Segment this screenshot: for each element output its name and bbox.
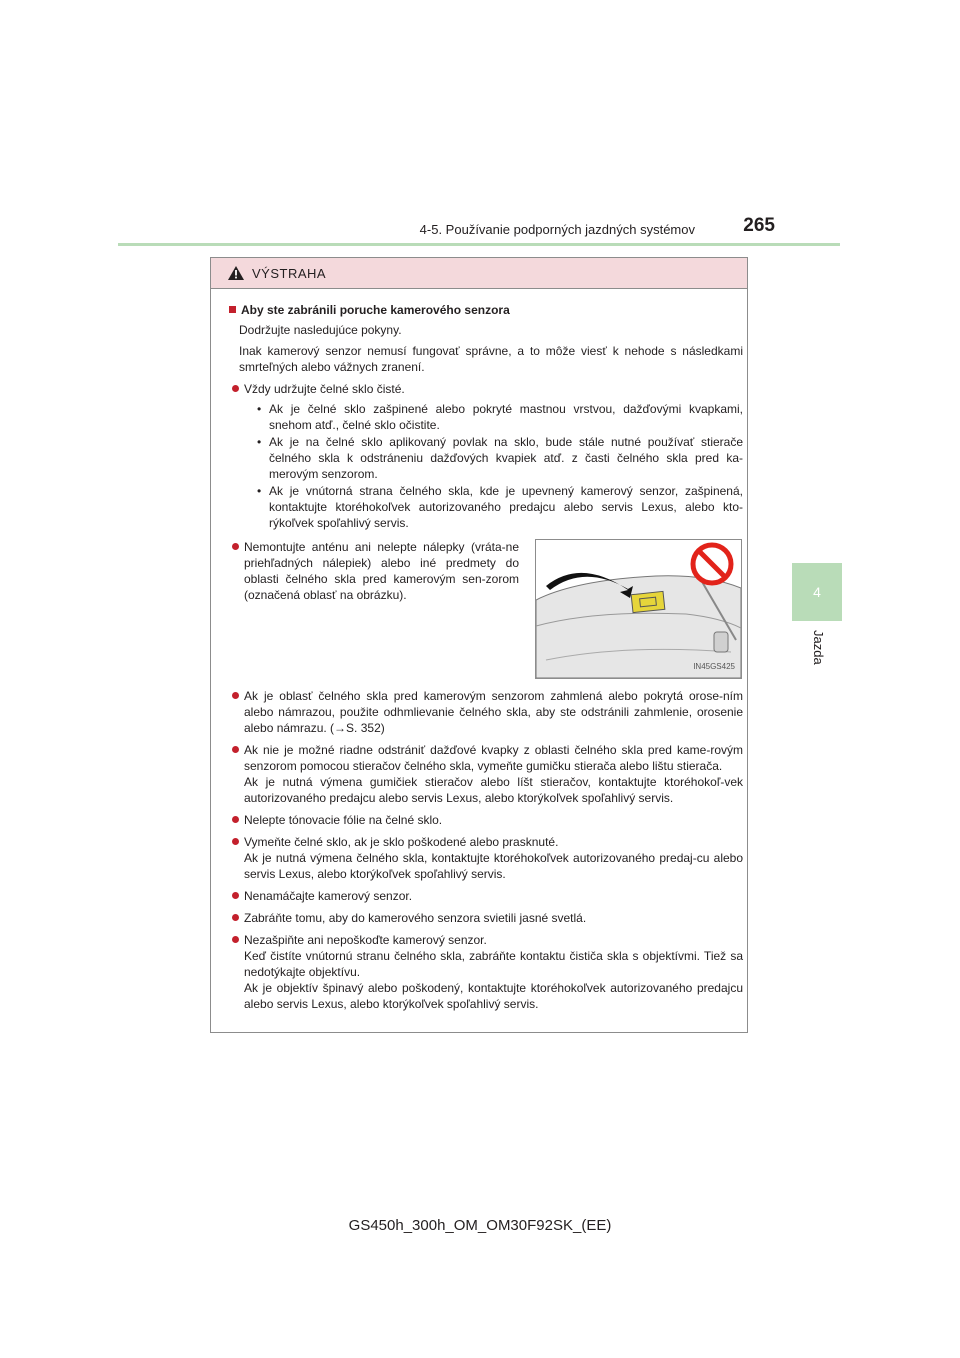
intro-paragraph: Inak kamerový senzor nemusí fungovať správne, a to môže viesť k nehode s následkami smrteľných alebo vážnych zranení.: [239, 344, 743, 374]
list-item-text: Vždy udržujte čelné sklo čisté.: [244, 382, 405, 396]
list-item-text: Nelepte tónovacie fólie na čelné sklo.: [244, 813, 443, 827]
list-item-text: Zabráňte tomu, aby do kamerového senzora svietili jasné svetlá.: [244, 911, 587, 925]
windshield-figure: [535, 539, 742, 679]
list-item-line: Vymeňte čelné sklo, ak je sklo poškodené alebo prasknuté.: [244, 835, 559, 849]
round-bullet-icon: [232, 816, 239, 823]
round-bullet-icon: [232, 385, 239, 392]
windshield-sticker-illustration: [536, 540, 741, 678]
warning-section-title: [229, 302, 743, 318]
list-item-line: Ak je objektív špinavý alebo poškodený, kontaktujte ktoréhokoľvek autorizovaného predajcu alebo servis Lexus, alebo ktorýkoľvek spoľahlivý servis.: [244, 981, 743, 1011]
list-item: [229, 688, 743, 736]
list-item-text: Ak je oblasť čelného skla pred kamerovým senzorom zahmlená alebo pokrytá orose-ním alebo námrazou, použite odhmlievanie čelného skla, aby ste odstránili zahmlenie, orosenie alebo námrazu. (→S. 352): [244, 689, 743, 735]
sub-list-item-text: Ak je na čelné sklo aplikovaný povlak na sklo, bude stále nutné používať stierače čelného skla k odstráneniu dažďových kvapiek atď. z časti čelného skla pred ka-merovým senzorom.: [269, 435, 743, 481]
sub-list-item-text: Ak je vnútorná strana čelného skla, kde je upevnený kamerový senzor, zašpinená, kontaktujte ktoréhokoľvek autorizovaného predajcu alebo servis Lexus, alebo kto-rýkoľvek spoľahlivý servis.: [269, 484, 743, 530]
list-item-line: Ak je nutná výmena čelného skla, kontaktujte ktoréhokoľvek autorizovaného predaj-cu alebo servis Lexus, alebo ktorýkoľvek spoľahlivý servis.: [244, 851, 743, 881]
list-item-text: [244, 742, 743, 806]
list-item-text: [244, 932, 743, 1012]
round-bullet-icon: [232, 936, 239, 943]
warning-heading: VÝSTRAHA: [252, 265, 327, 281]
sub-bullet: •: [257, 484, 262, 498]
list-item: [229, 381, 743, 397]
header-rule: [118, 243, 840, 246]
list-item: [229, 742, 743, 806]
sub-bullet: •: [257, 435, 262, 449]
page-number: 265: [743, 215, 775, 236]
round-bullet-icon: [232, 838, 239, 845]
round-bullet-icon: [232, 692, 239, 699]
round-bullet-icon: [232, 914, 239, 921]
warning-section-title-text: Aby ste zabránili poruche kamerového senzora: [241, 303, 510, 317]
sub-list-item-text: Ak je čelné sklo zašpinené alebo pokryté mastnou vrstvou, dažďovými kvapkami, snehom atď., čelné sklo očistite.: [269, 402, 743, 432]
section-title: 4-5. Používanie podporných jazdných systémov: [419, 222, 695, 237]
list-item-line: Keď čistíte vnútornú stranu čelného skla, zabráňte kontaktu čističa skla s objektívmi. Tiež sa nedotýkajte objektívu.: [244, 949, 743, 979]
list-item: [229, 932, 743, 1012]
warning-header: [211, 258, 747, 289]
list-item: [229, 539, 519, 679]
list-item: [229, 888, 743, 904]
list-item-line: Ak je nutná výmena gumičiek stieračov alebo líšt stieračov, kontaktujte ktoréhokoľ-vek autorizovaného predajcu alebo servis Lexus, alebo ktorýkoľvek spoľahlivý servis.: [244, 775, 743, 805]
warning-content: [229, 302, 743, 1012]
chapter-label: [800, 612, 840, 672]
list-item-text: Nemontujte anténu ani nelepte nálepky (vráta-ne priehľadných nálepiek) alebo iné predmety do oblasti čelného skla pred kamerovým sen-zorom (označená oblasť na obrázku).: [244, 540, 519, 602]
round-bullet-icon: [232, 892, 239, 899]
list-item: [229, 812, 743, 828]
sub-bullet: •: [257, 402, 262, 416]
list-item-text: [244, 834, 743, 882]
chapter-label-text: Jazda: [811, 630, 826, 665]
sub-list-item: [229, 434, 743, 482]
round-bullet-icon: [232, 746, 239, 753]
chapter-number: 4: [813, 584, 821, 600]
round-bullet-icon: [232, 543, 239, 550]
sub-list-item: [229, 483, 743, 531]
list-item-line: Ak nie je možné riadne odstrániť dažďové kvapky z oblasti čelného skla pred kame-rovým senzorom pomocou stieračov čelného skla, vymeňte gumičku stierača alebo lištu stierača.: [244, 743, 743, 773]
list-item-text: Nenamáčajte kamerový senzor.: [244, 889, 413, 903]
sub-list-item: [229, 401, 743, 433]
list-item-line: Nezašpiňte ani nepoškoďte kamerový senzor.: [244, 933, 487, 947]
figure-code: IN45GS425: [693, 662, 735, 671]
square-bullet-icon: [229, 306, 236, 313]
document-code: GS450h_300h_OM_OM30F92SK_(EE): [348, 1217, 612, 1234]
warning-triangle-icon: [228, 266, 244, 280]
item-with-figure: [229, 539, 743, 679]
list-item: [229, 910, 743, 926]
warning-box: [210, 257, 748, 1033]
list-item: [229, 834, 743, 882]
intro-paragraph: Dodržujte nasledujúce pokyny.: [239, 323, 402, 337]
